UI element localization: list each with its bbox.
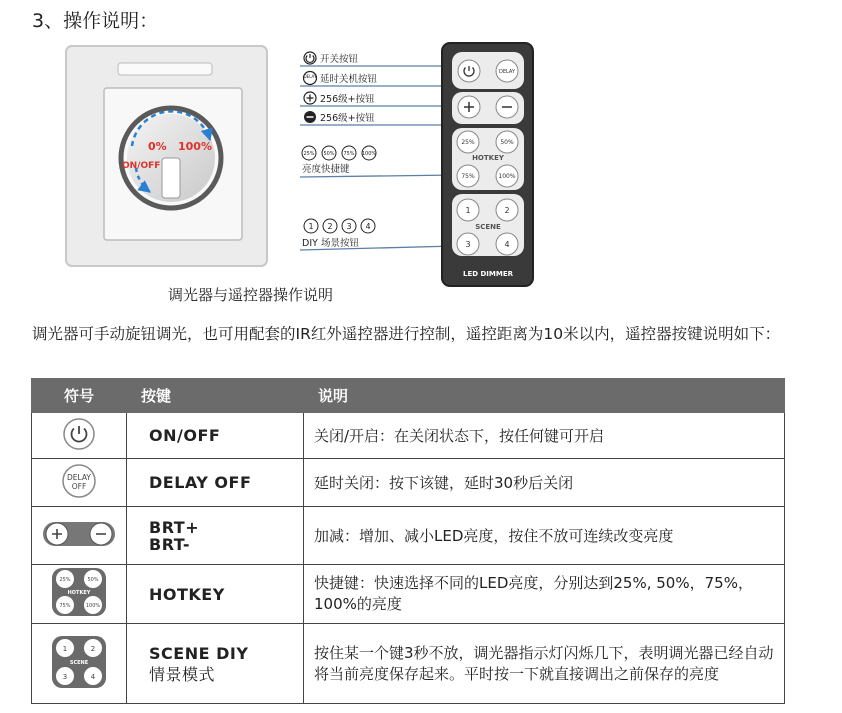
dial-label-onoff: ON/OFF [122, 161, 161, 171]
table-header-row [32, 379, 785, 413]
svg-text:DELAY: DELAY [303, 74, 317, 79]
dial-label-0: 0% [148, 140, 167, 153]
key-brt-plus: BRT+ [149, 517, 200, 537]
remote-control [442, 43, 533, 286]
figure-caption: 调光器与遥控器操作说明 [168, 286, 334, 304]
svg-text:2: 2 [327, 222, 333, 231]
symbol-cell [32, 624, 127, 704]
svg-text:DELAY: DELAY [67, 472, 91, 482]
scene-chips [304, 219, 375, 233]
svg-text:100%: 100% [498, 173, 516, 180]
callout-minus-label: 256级+按钮 [320, 113, 375, 124]
key-cell: ON/OFF [127, 413, 304, 459]
key-cell: DELAY OFF [127, 459, 304, 507]
intro-paragraph: 调光器可手动旋钮调光，也可用配套的IR红外遥控器进行控制，遥控距离为10米以内，遥控器按键说明如下： [32, 325, 781, 343]
svg-text:25%: 25% [59, 577, 71, 583]
hotkey-chips [302, 146, 376, 160]
svg-text:2: 2 [504, 206, 510, 215]
table-row [32, 413, 785, 459]
key-cell [127, 507, 304, 565]
svg-text:25%: 25% [461, 139, 475, 146]
svg-text:HOTKEY: HOTKEY [67, 590, 91, 596]
header-symbol: 符号 [32, 379, 127, 413]
svg-text:100%: 100% [85, 603, 101, 609]
callout-power-label: 开关按钮 [320, 54, 359, 65]
section-title: 3、操作说明： [32, 10, 159, 32]
power-icon [59, 416, 99, 452]
symbol-cell [32, 413, 127, 459]
svg-text:1: 1 [62, 644, 68, 653]
symbol-cell [32, 459, 127, 507]
key-brt-minus: BRT- [149, 534, 190, 554]
key-cell: HOTKEY [127, 565, 304, 624]
operation-figure [0, 0, 842, 320]
dimmer-panel [66, 46, 267, 266]
callout-delay-label: 延时关机按钮 [320, 74, 378, 85]
key-cell [127, 624, 304, 704]
description-cell: 加减：增加、减小LED亮度，按住不放可连续改变亮度 [304, 507, 785, 565]
table-row [32, 624, 785, 704]
svg-text:4: 4 [90, 672, 96, 681]
scene-icon [50, 634, 108, 690]
callout-hotkey-label: 亮度快捷键 [302, 164, 350, 175]
description-cell: 关闭/开启：在关闭状态下，按任何键可开启 [304, 413, 785, 459]
svg-text:50%: 50% [87, 577, 99, 583]
description-cell: 延时关闭：按下该键，延时30秒后关闭 [304, 459, 785, 507]
svg-text:SCENE: SCENE [475, 223, 501, 231]
delay-icon [59, 462, 99, 500]
description-cell: 按住某一个键3秒不放，调光器指示灯闪烁几下，表明调光器已经自动将当前亮度保存起来。平时按一下就直接调出之前保存的亮度 [304, 624, 785, 704]
svg-text:25%: 25% [303, 151, 315, 157]
svg-text:75%: 75% [59, 603, 71, 609]
svg-text:DELAY: DELAY [499, 69, 515, 75]
svg-text:1: 1 [308, 222, 314, 231]
symbol-cell [32, 507, 127, 565]
svg-text:3: 3 [465, 240, 471, 249]
svg-text:3: 3 [62, 672, 68, 681]
hotkey-icon [50, 566, 108, 618]
operations-table [31, 378, 785, 704]
table-row [32, 507, 785, 565]
key-scene-sub: 情景模式 [149, 664, 216, 684]
key-scene-diy: SCENE DIY [149, 643, 249, 663]
plus-minus-icon [39, 516, 119, 552]
header-key: 按键 [127, 379, 304, 413]
dial-label-100: 100% [178, 140, 212, 153]
svg-text:3: 3 [346, 222, 352, 231]
svg-text:1: 1 [465, 206, 471, 215]
svg-text:50%: 50% [323, 151, 335, 157]
svg-text:100%: 100% [361, 151, 377, 157]
svg-text:50%: 50% [500, 139, 514, 146]
remote-brand: LED DIMMER [462, 270, 514, 278]
description-cell: 快捷键：快速选择不同的LED亮度，分别达到25%, 50%，75%，100%的亮度 [304, 565, 785, 624]
header-description: 说明 [304, 379, 785, 413]
svg-text:75%: 75% [461, 173, 475, 180]
svg-text:4: 4 [365, 222, 371, 231]
callout-scene-label: DIY 场景按钮 [302, 238, 359, 249]
svg-text:4: 4 [504, 240, 510, 249]
svg-text:SCENE: SCENE [69, 659, 89, 666]
callout-plus-label: 256级+按钮 [320, 94, 375, 105]
table-row [32, 565, 785, 624]
svg-text:HOTKEY: HOTKEY [472, 154, 504, 162]
svg-text:75%: 75% [343, 151, 355, 157]
table-row [32, 459, 785, 507]
svg-text:2: 2 [90, 644, 96, 653]
svg-text:OFF: OFF [71, 481, 87, 491]
symbol-cell [32, 565, 127, 624]
